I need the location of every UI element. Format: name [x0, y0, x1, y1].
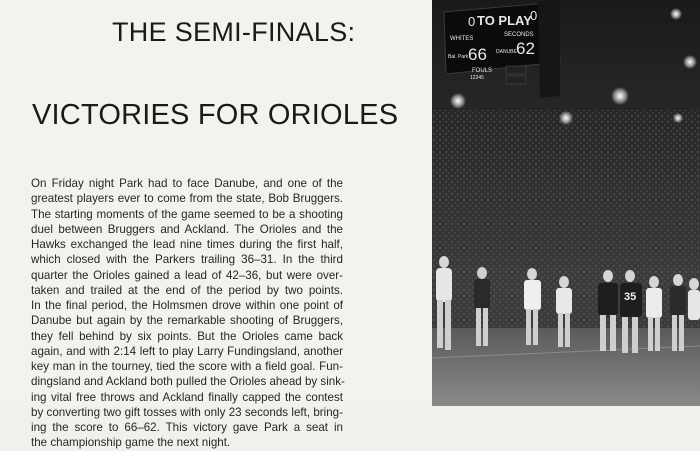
article-line: greatest players ever to come from the state, Bob Bruggers.: [31, 192, 343, 206]
scoreboard-header-right-digit: 0: [530, 8, 538, 23]
article-line: the championship game the next night.: [31, 436, 231, 450]
article-line: In the final period, the Holmsmen drove within one point of: [31, 299, 343, 312]
scoreboard-label-right: SECONDS: [504, 32, 534, 38]
ceiling-light: [683, 55, 697, 69]
page-title: VICTORIES FOR ORIOLES: [32, 99, 399, 131]
scoreboard-score-left: 66: [468, 45, 487, 64]
article-line: ing vital free throws and Ackland finally capped the contest: [31, 390, 343, 404]
article-line: Danube but again by the remarkable shooting of Bruggers,: [31, 314, 343, 328]
ceiling-light: [559, 111, 573, 125]
scoreboard-label-left: WHITES: [450, 36, 474, 42]
ceiling-light: [611, 87, 629, 105]
article-line: Hawks exchanged the lead nine times during the first half,: [31, 238, 343, 251]
article-line: key man in the tourney, tied the score with a field goal. Fun-: [31, 360, 343, 373]
jersey-number: 35: [624, 291, 637, 303]
article-line: they fell behind by six points. But the Orioles came back: [31, 329, 343, 343]
scoreboard-fouls-label: FOULS: [472, 68, 493, 74]
section-heading: THE SEMI-FINALS:: [112, 17, 356, 47]
article-body: [31, 176, 343, 451]
game-photo: [432, 0, 700, 406]
article-line: The starting moments of the game seemed to be a shooting: [31, 207, 343, 221]
article-line: which closed with the Parkers trailing 36–31. In the third: [31, 253, 343, 267]
article-line: dingsland and Ackland both pulled the Orioles ahead by sink-: [31, 375, 345, 389]
scoreboard-sub-left: Bal. Park: [448, 54, 469, 60]
scoreboard-header-left-digit: 0: [468, 14, 476, 29]
article-line: taken and trailed at the end of the period by two points.: [31, 283, 343, 297]
article-line: duel between Bruggers and Ackland. The Orioles and the: [31, 222, 343, 236]
article-line: again, and with 2:14 left to play Larry Fundingsland, another: [31, 344, 343, 358]
ceiling-light: [450, 93, 466, 109]
scoreboard-sub-right: DANUBE: [496, 49, 517, 55]
article-line: ing the score to 66–62. This victory gave Park a seat in: [31, 421, 343, 434]
article-line: quarter the Orioles gained a lead of 42–36, but were over-: [31, 268, 343, 282]
scoreboard-score-right: 62: [516, 39, 535, 58]
ceiling-light: [673, 113, 683, 123]
ceiling-light: [670, 8, 682, 20]
article-line: by converting two gift tosses with only 23 seconds left, bring-: [31, 405, 343, 419]
scoreboard-header: TO PLAY: [477, 13, 532, 28]
scoreboard-fouls-numbers: 12345: [470, 75, 484, 81]
article-line: On Friday night Park had to face Danube, and one of the: [31, 177, 343, 190]
